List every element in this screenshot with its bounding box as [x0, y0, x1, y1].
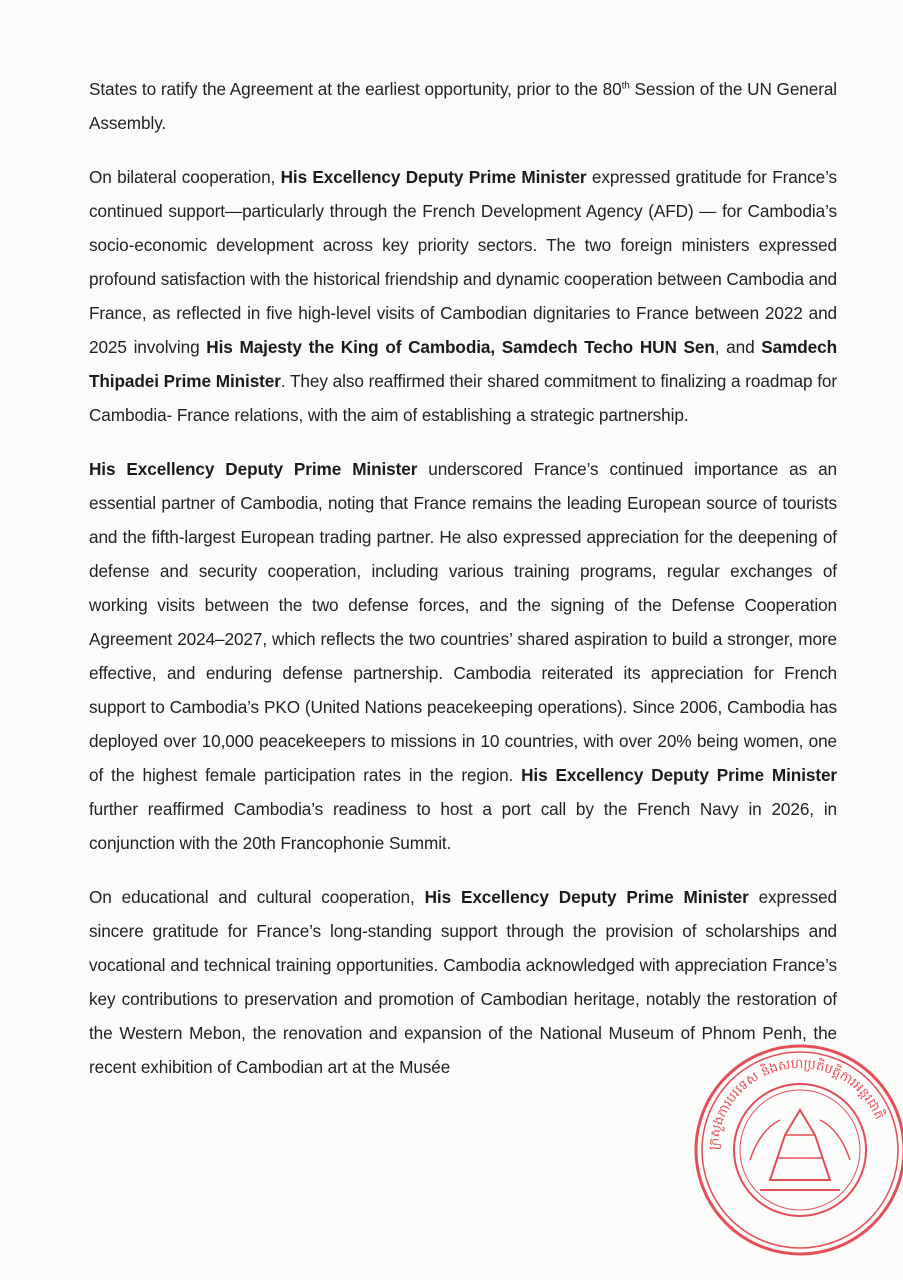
text-segment: . They also reaffirmed their shared commitment to finalizing a roadmap for Cambodia- France relations, with the aim of establishing a strategic partnership. [89, 371, 837, 425]
text-segment: Session of the UN General Assembly. [89, 79, 838, 133]
text-segment: further reaffirmed Cambodia’s readiness to host a port call by the French Navy in 2026, in conjunction with the 20th Francophonie Summit. [89, 799, 837, 853]
seal-text: ក្រសួងការបរទេស និងសហប្រតិបត្តិការអន្តរជាតិ [706, 1056, 887, 1151]
bold-title: His Excellency Deputy Prime Minister [521, 765, 837, 785]
text-segment: On bilateral cooperation, [89, 167, 281, 187]
text-segment: underscored France’s continued importance as an essential partner of Cambodia, noting that France remains the leading European source of tourists and the fifth-largest European trading partner. He also expressed appreciation for the deepening of defense and security cooperation, including various training programs, regular exchanges of working visits between the two defense forces, and the signing of the Defense Cooperation Agreement 2024–2027, which reflects the two countries’ shared aspiration to build a stronger, more effective, and enduring defense partnership. Cambodia reiterated its appreciation for French support to Cambodia’s PKO (United Nations peacekeeping operations). Since 2006, Cambodia has deployed over 10,000 peacekeepers to missions in 10 countries, with over 20% being women, one of the highest female participation rates in the region. [89, 459, 838, 785]
paragraph-ratify [89, 72, 837, 140]
superscript: th [621, 80, 630, 92]
text-segment: expressed sincere gratitude for France’s long-standing support through the provision of scholarships and vocational and technical training opportunities. Cambodia acknowledged with appreciation France’s key contributions to preservation and promotion of Cambodian heritage, notably the restoration of the Western Mebon, the renovation and expansion of the National Museum of Phnom Penh, the recent exhibition of Cambodian art at the Musée [89, 887, 837, 1077]
paragraph-bilateral-cooperation [89, 160, 837, 432]
bold-title: His Majesty the King of Cambodia, Samdech Techo HUN Sen [206, 337, 715, 357]
official-seal-icon [690, 1040, 903, 1260]
text-segment: expressed gratitude for France’s continued support—particularly through the French Development Agency (AFD) — for Cambodia’s socio-economic development across key priority sectors. The two foreign ministers expressed profound satisfaction with the historical friendship and dynamic cooperation between Cambodia and France, as reflected in five high-level visits of Cambodian dignitaries to France between 2022 and 2025 involving [89, 167, 838, 357]
paragraph-defense-cooperation [89, 452, 837, 860]
text-segment: States to ratify the Agreement at the earliest opportunity, prior to the 80 [89, 79, 622, 99]
text-segment: , and [714, 337, 762, 357]
text-segment: On educational and cultural cooperation, [89, 887, 425, 907]
bold-title: Samdech Thipadei Prime Minister [89, 337, 838, 391]
bold-title: His Excellency Deputy Prime Minister [89, 459, 418, 479]
bold-title: His Excellency Deputy Prime Minister [424, 887, 749, 907]
bold-title: His Excellency Deputy Prime Minister [280, 167, 587, 187]
document-page [89, 72, 837, 1104]
